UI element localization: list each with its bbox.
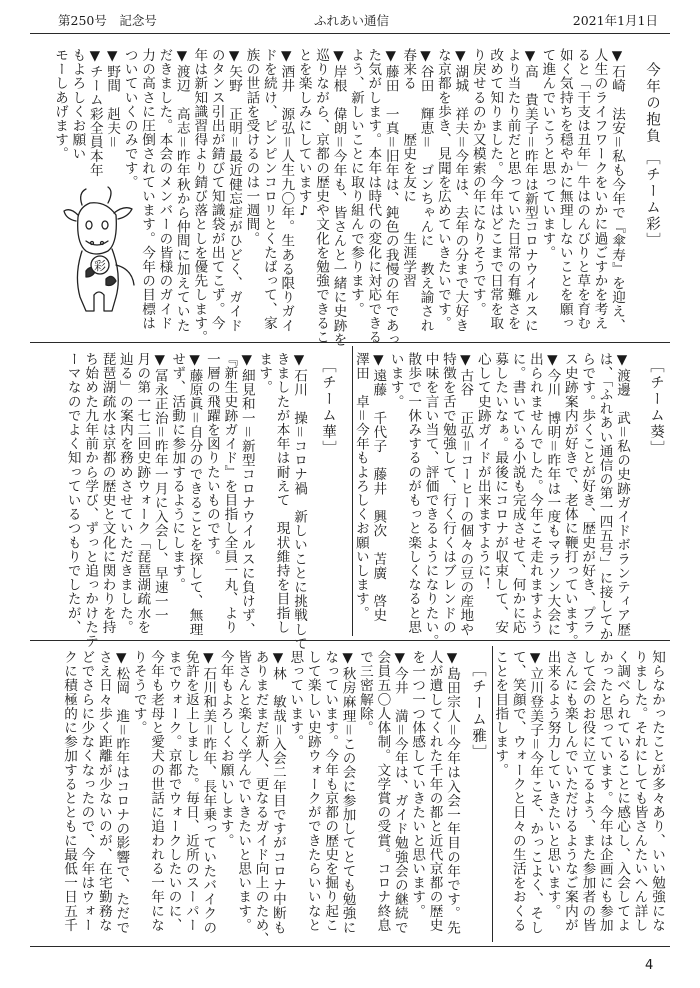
text-line: 辿る」の案内を務めさせていただきました。 [116,352,133,634]
footer-divider [30,946,670,947]
text-line: ーマなのでよく知っているつもりでしたが、 [64,352,81,634]
text-line: 特徴を舌で勉強して、行く行くはブレンドの [439,352,456,634]
text-line: 皆さんと楽しく学んでいきたいと思います。 [235,650,252,932]
text-line: 琵琶湖疏水は京都の歴史と文化に関わりを持 [99,352,116,634]
text-line: さんにも楽しんでいただけるようなご案内が [561,650,578,932]
text-line: 人生のライフワークをいかに過ごすかを考え [591,48,608,330]
text-line: 如く気持ちを穏やかに無理しないことを願っ [556,48,573,330]
team-heading-aya: ［チーム彩］ [644,150,660,249]
text-line: さえ日々歩く距離が少ないのが、在宅勤務な [95,650,112,932]
text-line: きましたが本年は耐えて 現状維持を目指し [273,352,290,634]
text-line: 出来るよう努力していきたいと思います。 [544,650,561,918]
team-heading-hana: ［チーム華］ [320,358,336,457]
text-line: ▼松岡 進＝昨年はコロナの影響で、ただで [113,650,130,935]
text-line: り戻せるのか又模索の年になりそうです。 [469,48,486,316]
text-line: な京都を歩き、見聞を広めていきたいです。 [434,48,451,330]
text-line: ▼湖城 祥夫＝今年は、去年の分まで大好き [452,48,469,333]
text-line: 中味を言い当て、評価できるようになりたい。 [422,352,439,649]
text-line: 募したいなぁ。最後にコロナが収束して、安 [492,352,509,634]
header-divider [30,33,670,34]
text-line: 年は新知識習得より錆び落としを優先します。 [191,48,208,345]
text-line: 月の第一七二回史跡ウォーク「琵琶湖疏水を [134,352,151,634]
section-title: 今年の抱負 [644,62,660,145]
section-divider-1 [30,342,670,343]
text-line: して楽しい史跡ウォークができたらいいなと [304,650,321,932]
newsletter-title: ふれあい通信 [314,13,390,28]
column-divider-1 [352,346,353,636]
text-line: ▼高 貴美子＝昨年は新型コロナウイルスに [521,48,538,333]
text-line: ▼今川 博明＝昨年は一度もマラソン大会に [544,352,561,637]
text-line: 心して史跡ガイドが出来ますように！ [474,352,491,592]
text-line: ▼今井 満＝今年は、ガイド勉強会の継続で [391,650,408,935]
issue-date: 2021年1月1日 [572,13,658,28]
text-line: りそうです。 [130,650,147,735]
text-line: ことを目指します。 [492,650,509,777]
text-line: より当たり前だと思っていた日常の有難さを [504,48,521,330]
text-line: ▼野間 赳夫＝ [104,48,121,150]
text-line: ▼藤原眞＝自分のできることを探して、無理 [186,352,203,637]
text-line: 族の世話を受けるのは一週間。 [243,48,260,246]
text-line: りました。それにしても皆さんたいへん詳し [631,650,648,932]
text-line: ▼古谷 正弘＝コーヒーの個々の豆の産地や [457,352,474,637]
text-line: 思っています。 [287,650,304,749]
text-line: 一層の飛躍を図りたいものです。 [203,352,220,564]
text-line: ▼矢野 正明＝最近健忘症がひどく、ガイド [226,48,243,333]
team-heading-miyabi: ［チーム雅］ [470,662,486,761]
text-line: 免許を返上しました。毎日、近所のスーパー [182,650,199,932]
text-line: ると「干支は丑年」牛はのんびりと草を育む [574,48,591,330]
text-line: よう、新しいことに取り組んで参ります。 [347,48,364,316]
text-line: ▼酒井 源弘＝人生九〇年。生ある限りガイ [278,48,295,333]
text-line: ち始めた九年前から学び、ずっと追っかけたテ [82,352,99,649]
text-line: 力の高さに圧倒されています。今年の目標は [139,48,156,330]
text-line: もよろしくお願い [69,48,86,161]
section-miyabi-text [40,650,460,947]
text-line: モーしあげます。 [52,48,68,161]
text-line: ▼遠藤 千代子 藤井 興次 苫廣 啓史 [370,352,387,623]
text-line: た気がします。本年は時代の変化に対応できる [365,48,382,345]
text-line: 改めて知りました。今年はどこまで日常を取 [487,48,504,330]
text-line: 会員五〇人体制。文学賞の受賞。コロナ終息 [374,650,391,932]
text-line: 散歩で一休みするのがもっと楽しくなると思 [405,352,422,634]
text-line: ついていくのみです。 [121,48,138,189]
text-line: に。書いている小説も完成させて、何かに応 [509,352,526,634]
text-line: のタンス引出が錆びて知識袋が出てこず。今 [208,48,225,330]
text-line: ▼冨永正治＝昨年一月に入会し、早速一一 [151,352,168,623]
text-line: います。 [387,352,404,409]
text-line: ▼立川登美子＝今年こそ、かっこよく、そし [527,650,544,935]
text-line: て進んでいこうと思っています。 [539,48,556,260]
text-line: ▼林 敏哉＝入会二年目ですがコロナ中断も [269,650,286,935]
text-line: ▼細見和一＝新型コロナウイルスに負けず、 [238,352,255,637]
text-line: 出られませんでした。今年こそ走れますよう [526,352,543,634]
text-line: ドを続け、ピンピンコロリとくたばって、家 [260,48,277,330]
section-aoi-text [352,352,630,649]
text-line: ス史跡案内が好きで、老体に鞭打っています。 [561,352,578,649]
text-line: ▼秋房麻理＝この会に参加してとても勉強に [339,650,356,935]
column-divider-2 [492,646,493,942]
text-line: て、笑顔で、ウォークと日々の生活をおくる [509,650,526,932]
text-line: ▼石川 操＝コロナ禍 新しいことに挑戦して [291,352,307,651]
section-hana-text [52,352,307,651]
text-line: ▼渡邊 武＝私の史跡ガイドボランティア歴 [614,352,630,637]
text-line: ▼石崎 法安＝私も今年で『傘寿』を迎え、 [609,48,625,333]
text-line: どでさらに少なくなったので、今年はウォー [78,650,95,932]
text-line: ▼島田宗人＝今年は入会一年目の年です。先 [444,650,460,935]
issue-number: 第250号 記念号 [58,13,157,28]
text-line: せず、活動に参加するようにします。 [169,352,186,592]
text-line: 知らなかったことが多々あり、いい勉強にな [649,650,665,932]
text-line: ▼藤田 一真＝旧年は、鈍色の我慢の年であっ [382,48,399,347]
text-line: ▼谷田 輝恵＝ ゴンちゃんに 教え諭され [417,48,434,333]
text-line: だきました。本会のメンバーの皆様のガイド [156,48,173,330]
text-line: ▼石川和美＝昨年、長年乗っていたバイクの [200,650,217,935]
text-line: 春来る 歴史を友に 生涯学習 [400,48,417,288]
text-line: は、「ふれあい通信の第一四五号」に接してか [596,352,613,642]
text-line: で三密解除。 [356,650,373,735]
text-line: 今年もよろしくお願いします。 [217,650,234,848]
text-line: とを楽しみにしています♪ [295,48,312,220]
text-line: く調べられていることに感心し、入会してよ [614,650,631,932]
text-line: ▼渡辺 高志＝昨年秋から仲間に加えていた [173,48,190,333]
text-line: かったと思っています。今年は企画にも参加 [596,650,613,932]
text-line: ▼チーム彩全員本年 [86,48,103,178]
text-line: ▼岸根 偉朗＝今年も、皆さんと一緒に史跡を [330,48,347,347]
team-heading-aoi: ［チーム葵］ [648,358,664,457]
text-line: 『新生史跡ガイド』を目指し全員一丸、より [221,352,238,634]
section-divider-2 [30,640,670,641]
text-line: らです。歩くことが好き、歴史が好き、プラ [579,352,596,634]
text-line: なっています。今年も京都の歴史を掘り起こ [322,650,339,932]
page-number: 4 [645,958,654,973]
text-line: ありまだまだ新人、更なるガイド向上のため、 [252,650,269,947]
text-line: ます。 [256,352,273,395]
text-line: 今年も老母と愛犬の世話に追われる一年にな [148,650,165,932]
masthead [58,10,658,32]
team-stamp: 彩 [93,259,107,273]
text-line: して会のお役に立てるよう、また参加者の皆 [579,650,596,932]
hana-continuation-text [492,650,665,938]
cow-icon [56,185,142,317]
text-line: までウォーク。京都でウォークしたいのに、 [165,650,182,932]
text-line: 巡りながら、京都の歴史や文化を勉強できるこ [313,48,330,345]
text-line: クに積極的に参加するとともに最低一日五千 [61,650,78,932]
text-line: 人が遺してくれた千年の都と近代京都の歴史 [426,650,443,932]
text-line: 澤田 卓＝今年もよろしくお願いします。 [352,352,369,620]
text-line: を一つ一つ体感していきたいと思います。 [409,650,426,918]
